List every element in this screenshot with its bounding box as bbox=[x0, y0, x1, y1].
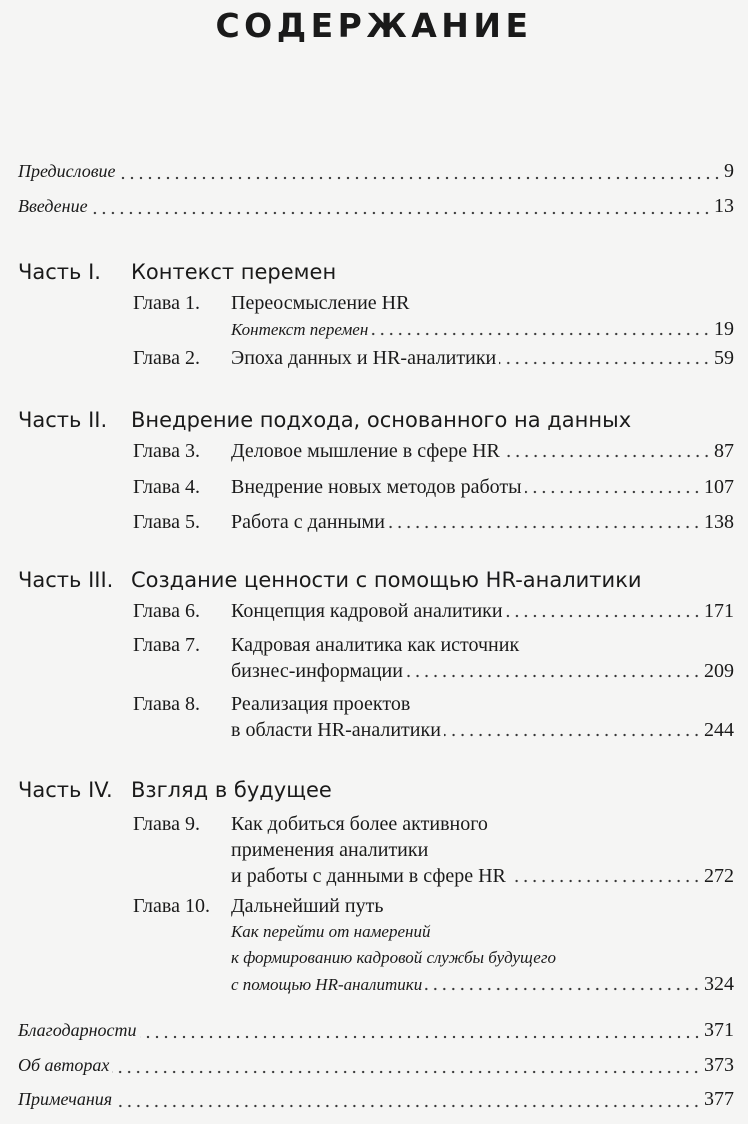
entry-label: Введение bbox=[18, 196, 88, 216]
chapter-subtitle-line: Как перейти от намерений bbox=[231, 922, 431, 941]
page-number: 59 bbox=[714, 347, 734, 369]
dot-leader bbox=[509, 879, 701, 883]
chapter-title-line: Кадровая аналитика как источник bbox=[231, 634, 520, 656]
toc-entry-notes[interactable] bbox=[18, 1088, 734, 1114]
dot-leader bbox=[388, 525, 701, 529]
toc-entry-introduction[interactable] bbox=[18, 195, 734, 221]
part-label: Часть I. bbox=[18, 260, 101, 284]
chapter-subtitle: Контекст перемен bbox=[231, 320, 369, 339]
page-number: 13 bbox=[714, 195, 734, 217]
chapter-title-line: и работы с данными в сфере HR bbox=[231, 865, 506, 887]
chapter-label: Глава 4. bbox=[133, 476, 200, 498]
page-number: 87 bbox=[714, 440, 734, 462]
toc-entry-chapter-8[interactable] bbox=[133, 691, 734, 743]
chapter-label: Глава 1. bbox=[133, 292, 200, 314]
page-number: 171 bbox=[704, 600, 734, 622]
chapter-title: Концепция кадровой аналитики bbox=[231, 600, 503, 622]
toc-entry-chapter-6[interactable] bbox=[133, 598, 734, 624]
chapter-label: Глава 10. bbox=[133, 895, 210, 917]
chapter-title: Внедрение новых методов работы bbox=[231, 476, 522, 498]
toc-entry-chapter-7[interactable] bbox=[133, 632, 734, 684]
chapter-title: Дальнейший путь bbox=[231, 895, 384, 917]
chapter-title: Работа с данными bbox=[231, 511, 385, 533]
chapter-label: Глава 6. bbox=[133, 600, 200, 622]
page-number: 107 bbox=[704, 476, 734, 498]
chapter-title-line: применения аналитики bbox=[231, 839, 429, 861]
chapter-title-line: бизнес-информации bbox=[231, 660, 403, 682]
dot-leader bbox=[499, 361, 711, 365]
chapter-title: Переосмысление HR bbox=[231, 292, 410, 314]
dot-leader bbox=[115, 1104, 701, 1108]
chapter-label: Глава 3. bbox=[133, 440, 200, 462]
chapter-label: Глава 5. bbox=[133, 511, 200, 533]
part-heading-2 bbox=[18, 405, 734, 435]
dot-leader bbox=[91, 211, 711, 215]
toc-entry-chapter-1[interactable] bbox=[133, 290, 734, 342]
dot-leader bbox=[444, 733, 701, 737]
part-label: Часть II. bbox=[18, 408, 108, 432]
chapter-subtitle-line: к формированию кадровой службы будущего bbox=[231, 948, 556, 967]
page-number: 377 bbox=[704, 1088, 734, 1110]
toc-entry-chapter-2[interactable] bbox=[133, 345, 734, 371]
entry-label: Примечания bbox=[18, 1089, 113, 1109]
page-number: 244 bbox=[704, 719, 734, 741]
part-heading-1 bbox=[18, 257, 734, 287]
chapter-label: Глава 9. bbox=[133, 813, 200, 835]
dot-leader bbox=[119, 176, 721, 180]
page-number: 9 bbox=[724, 160, 734, 182]
part-heading-4 bbox=[18, 775, 734, 805]
page-number: 272 bbox=[704, 865, 734, 887]
page-number: 209 bbox=[704, 660, 734, 682]
toc-entry-acknowledgements[interactable] bbox=[18, 1019, 734, 1045]
toc-entry-chapter-10[interactable] bbox=[133, 893, 734, 997]
toc-entry-chapter-4[interactable] bbox=[133, 474, 734, 500]
chapter-subtitle-line: с помощью HR-аналитики bbox=[231, 975, 423, 994]
dot-leader bbox=[506, 614, 701, 618]
part-label: Часть IV. bbox=[18, 778, 113, 802]
part-label: Часть III. bbox=[18, 568, 114, 592]
dot-leader bbox=[525, 490, 701, 494]
dot-leader bbox=[112, 1070, 701, 1074]
toc-entry-about-authors[interactable] bbox=[18, 1054, 734, 1080]
toc-entry-chapter-5[interactable] bbox=[133, 509, 734, 535]
page-number: 371 bbox=[704, 1019, 734, 1041]
page-number: 19 bbox=[714, 318, 734, 340]
dot-leader bbox=[425, 987, 701, 991]
page-title: СОДЕРЖАНИЕ bbox=[215, 6, 533, 45]
chapter-title-line: Как добиться более активного bbox=[231, 813, 488, 835]
entry-label: Предисловие bbox=[18, 161, 116, 181]
chapter-title-line: в области HR-аналитики bbox=[231, 719, 441, 741]
chapter-label: Глава 7. bbox=[133, 634, 200, 656]
toc-entry-foreword[interactable] bbox=[18, 160, 734, 186]
chapter-label: Глава 8. bbox=[133, 693, 200, 715]
part-heading-3 bbox=[18, 565, 734, 595]
part-title: Взгляд в будущее bbox=[131, 778, 332, 802]
chapter-title: Эпоха данных и HR-аналитики bbox=[231, 347, 497, 369]
dot-leader bbox=[371, 332, 711, 336]
page-number: 138 bbox=[704, 511, 734, 533]
dot-leader bbox=[503, 454, 711, 458]
chapter-label: Глава 2. bbox=[133, 347, 200, 369]
part-title: Создание ценности с помощью HR-аналитики bbox=[131, 568, 642, 592]
page-number: 373 bbox=[704, 1054, 734, 1076]
entry-label: Благодарности bbox=[18, 1020, 137, 1040]
chapter-title-line: Реализация проектов bbox=[231, 693, 411, 715]
part-title: Контекст перемен bbox=[131, 260, 337, 284]
chapter-title: Деловое мышление в сфере HR bbox=[231, 440, 500, 462]
dot-leader bbox=[140, 1035, 702, 1039]
toc-entry-chapter-9[interactable] bbox=[133, 811, 734, 889]
dot-leader bbox=[406, 674, 701, 678]
entry-label: Об авторах bbox=[18, 1055, 110, 1075]
part-title: Внедрение подхода, основанного на данных bbox=[131, 408, 632, 432]
page-number: 324 bbox=[704, 973, 734, 995]
toc-entry-chapter-3[interactable] bbox=[133, 438, 734, 464]
